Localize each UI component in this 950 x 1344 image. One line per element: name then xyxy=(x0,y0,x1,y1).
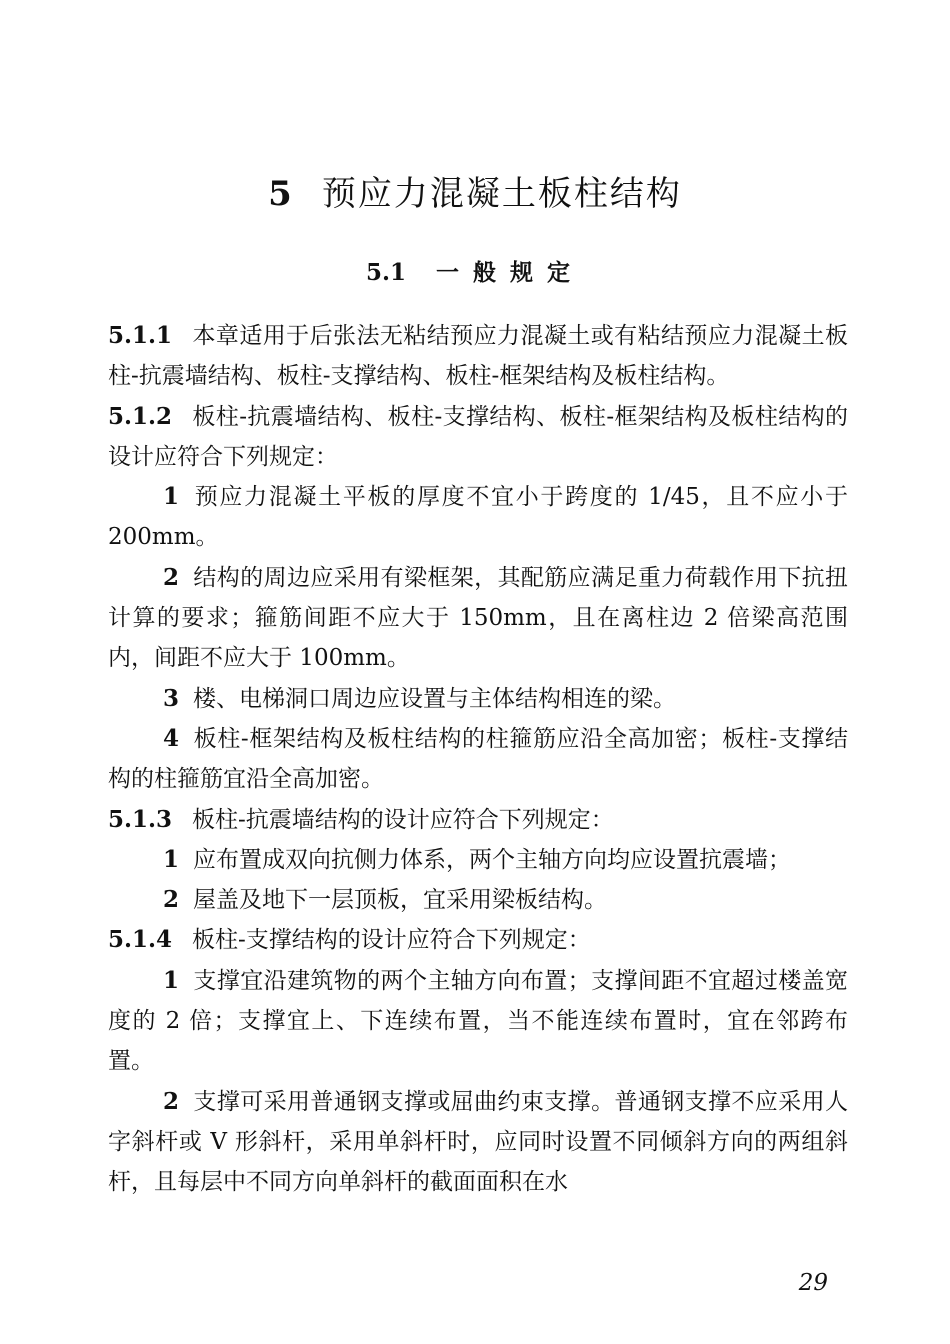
item-text: 板柱-框架结构及板柱结构的柱箍筋应沿全高加密；板柱-支撑结构的柱箍筋宜沿全高加密。 xyxy=(108,725,848,793)
clause-text: 板柱-抗震墙结构、板柱-支撑结构、板柱-框架结构及板柱结构的设计应符合下列规定： xyxy=(108,403,848,470)
clause-text: 本章适用于后张法无粘结预应力混凝土或有粘结预应力混凝土板柱-抗震墙结构、板柱-支撑结构、板柱-框架结构及板柱结构。 xyxy=(108,323,848,390)
section-number: 5.1 xyxy=(365,259,406,286)
page-number: 29 xyxy=(798,1270,828,1296)
clause-number: 5.1.3 xyxy=(108,805,173,833)
list-item xyxy=(108,880,848,920)
clause-text: 板柱-抗震墙结构的设计应符合下列规定： xyxy=(192,806,614,833)
list-item xyxy=(108,840,848,880)
list-item xyxy=(108,477,848,558)
section-title-text: 一般规定 xyxy=(436,259,584,286)
item-number: 1 xyxy=(163,483,180,511)
item-number: 4 xyxy=(163,724,180,752)
item-number: 1 xyxy=(163,966,180,994)
section-title xyxy=(0,254,950,287)
clause-5-1-1 xyxy=(108,316,848,397)
chapter-title-text: 预应力混凝土板柱结构 xyxy=(321,174,682,214)
item-text: 支撑可采用普通钢支撑或屈曲约束支撑。普通钢支撑不应采用人字斜杆或 V 形斜杆，采用单斜杆时，应同时设置不同倾斜方向的两组斜杆，且每层中不同方向单斜杆的截面面积在水 xyxy=(108,1088,848,1196)
item-text: 应布置成双向抗侧力体系，两个主轴方向均应设置抗震墙； xyxy=(193,846,792,873)
item-number: 1 xyxy=(163,845,180,873)
item-number: 2 xyxy=(163,563,180,591)
list-item xyxy=(108,1082,848,1203)
clause-5-1-2 xyxy=(108,397,848,478)
clause-5-1-4 xyxy=(108,920,848,960)
item-number: 3 xyxy=(163,684,180,712)
list-item xyxy=(108,558,848,679)
item-text: 结构的周边应采用有梁框架，其配筋应满足重力荷载作用下抗扭计算的要求；箍筋间距不应大于 150mm，且在离柱边 2 倍梁高范围内，间距不应大于 100mm。 xyxy=(108,564,848,672)
item-text: 屋盖及地下一层顶板，宜采用梁板结构。 xyxy=(193,887,608,914)
clause-number: 5.1.4 xyxy=(108,926,173,954)
chapter-title xyxy=(0,166,950,215)
item-text: 预应力混凝土平板的厚度不宜小于跨度的 1/45，且不应小于 200mm。 xyxy=(108,484,848,551)
clause-text: 板柱-支撑结构的设计应符合下列规定： xyxy=(192,927,591,954)
list-item xyxy=(108,679,848,719)
clause-5-1-3 xyxy=(108,800,848,840)
item-text: 支撑宜沿建筑物的两个主轴方向布置；支撑间距不宜超过楼盖宽度的 2 倍；支撑宜上、下连续布置，当不能连续布置时，宜在邻跨布置。 xyxy=(108,967,848,1075)
clause-number: 5.1.1 xyxy=(108,322,173,349)
item-number: 2 xyxy=(163,886,180,914)
document-body xyxy=(108,316,848,1203)
item-number: 2 xyxy=(163,1087,180,1115)
chapter-number: 5 xyxy=(268,174,294,214)
list-item xyxy=(108,719,848,800)
clause-number: 5.1.2 xyxy=(108,402,173,430)
list-item xyxy=(108,961,848,1082)
item-text: 楼、电梯洞口周边应设置与主体结构相连的梁。 xyxy=(193,685,677,712)
